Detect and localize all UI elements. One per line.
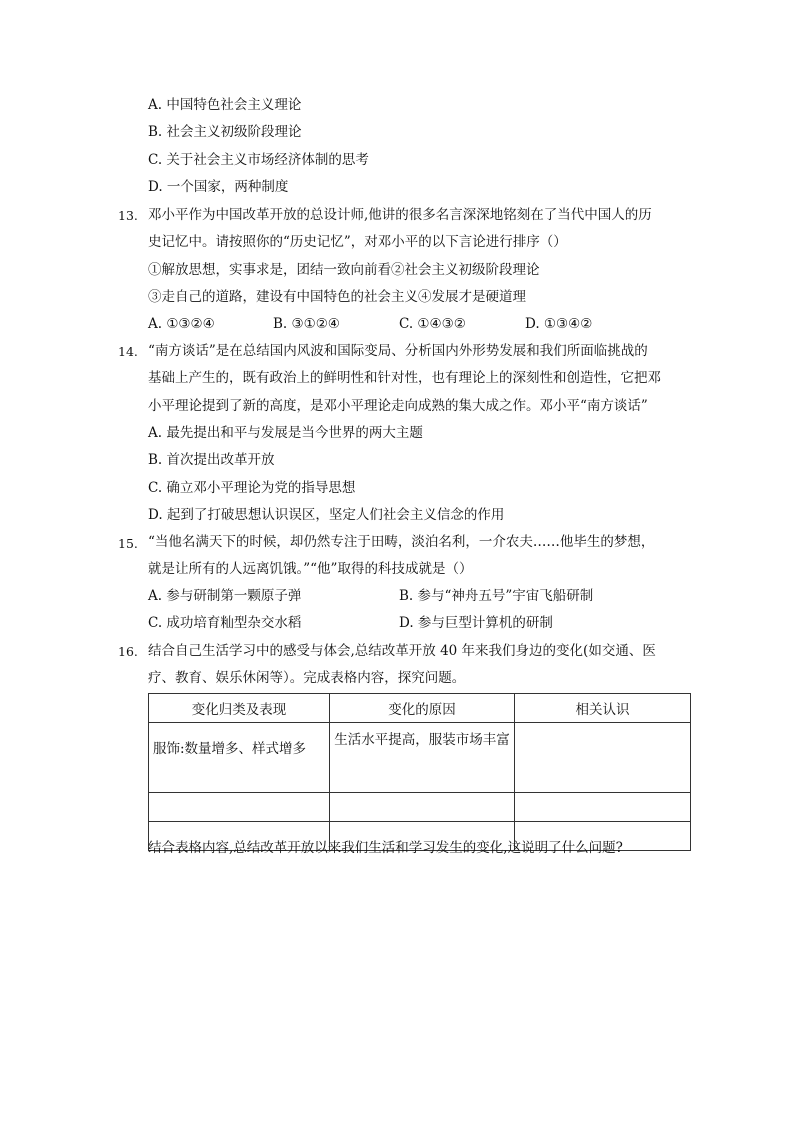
- q14-option-b: B. 首次提出改革开放: [148, 452, 275, 468]
- q15-stem-line-1: “当他名满天下的时候，却仍然专注于田畴，淡泊名利，一介农夫……他毕生的梦想，: [148, 534, 655, 550]
- q14-number: 14.: [118, 344, 138, 359]
- q14-option-c: C. 确立邓小平理论为党的指导思想: [148, 480, 356, 496]
- q13-option-c: C. ①④③②: [399, 316, 466, 332]
- q16-number: 16.: [118, 644, 138, 659]
- q13-stem-line-2: 史记忆中。请按照你的“历史记忆”，对邓小平的以下言论进行排序（）: [148, 234, 567, 250]
- table-cell[interactable]: [149, 793, 330, 822]
- q14-option-d: D. 起到了打破思想认识误区，坚定人们社会主义信念的作用: [148, 507, 505, 523]
- table-cell: 服饰:数量增多、样式增多: [149, 723, 330, 793]
- q12-option-d: D. 一个国家，两种制度: [148, 179, 289, 195]
- q13-number: 13.: [118, 208, 138, 223]
- q13-stem-line-3: ①解放思想，实事求是，团结一致向前看②社会主义初级阶段理论: [148, 262, 540, 278]
- q15-option-d: D. 参与巨型计算机的研制: [399, 615, 553, 631]
- q16-stem-line-1: 结合自己生活学习中的感受与体会,总结改革开放 40 年来我们身边的变化(如交通、医: [148, 643, 656, 659]
- table-header-row: [149, 694, 691, 723]
- table-header: 变化的原因: [330, 694, 515, 723]
- table-row: [149, 793, 691, 822]
- q15-option-b: B. 参与“神舟五号”宇宙飞船研制: [399, 588, 594, 604]
- q16-stem-line-2: 疗、教育、娱乐休闲等）。完成表格内容，探究问题。: [148, 670, 466, 686]
- q15-option-a: A. 参与研制第一颗原子弹: [148, 588, 302, 604]
- table-cell: 生活水平提高，服装市场丰富: [330, 723, 515, 793]
- q14-stem-line-2: 基础上产生的，既有政治上的鲜明性和针对性，也有理论上的深刻性和创造性，它把邓: [148, 370, 661, 386]
- q13-stem-line-4: ③走自己的道路，建设有中国特色的社会主义④发展才是硬道理: [148, 289, 526, 305]
- q15-number: 15.: [118, 536, 138, 551]
- q15-option-c: C. 成功培育籼型杂交水稻: [148, 615, 302, 631]
- table-row: [149, 723, 691, 793]
- q13-option-a: A. ①③②④: [148, 316, 215, 332]
- q13-stem-line-1: 邓小平作为中国改革开放的总设计师,他讲的很多名言深深地铭刻在了当代中国人的历: [148, 207, 652, 223]
- q12-option-b: B. 社会主义初级阶段理论: [148, 124, 302, 140]
- q14-stem-line-3: 小平理论提到了新的高度，是邓小平理论走向成熟的集大成之作。邓小平“南方谈话”: [148, 398, 648, 414]
- q14-option-a: A. 最先提出和平与发展是当今世界的两大主题: [148, 425, 423, 441]
- q12-option-a: A. 中国特色社会主义理论: [148, 97, 302, 113]
- q13-option-d: D. ①③④②: [525, 316, 593, 332]
- q15-stem-line-2: 就是让所有的人远离饥饿。”“他”取得的科技成就是（）: [148, 561, 473, 577]
- q14-stem-line-1: “南方谈话”是在总结国内风波和国际变局、分析国内外形势发展和我们所面临挑战的: [148, 343, 648, 359]
- q12-option-c: C. 关于社会主义市场经济体制的思考: [148, 152, 369, 168]
- q16-question: 结合表格内容,总结改革开放以来我们生活和学习发生的变化,这说明了什么问题?: [148, 840, 623, 856]
- table-cell[interactable]: [330, 793, 515, 822]
- q13-option-b: B. ③①②④: [273, 316, 340, 332]
- table-header: 相关认识: [515, 694, 691, 723]
- q16-table: [148, 693, 691, 851]
- table-cell[interactable]: [515, 723, 691, 793]
- table-header: 变化归类及表现: [149, 694, 330, 723]
- table-cell[interactable]: [515, 793, 691, 822]
